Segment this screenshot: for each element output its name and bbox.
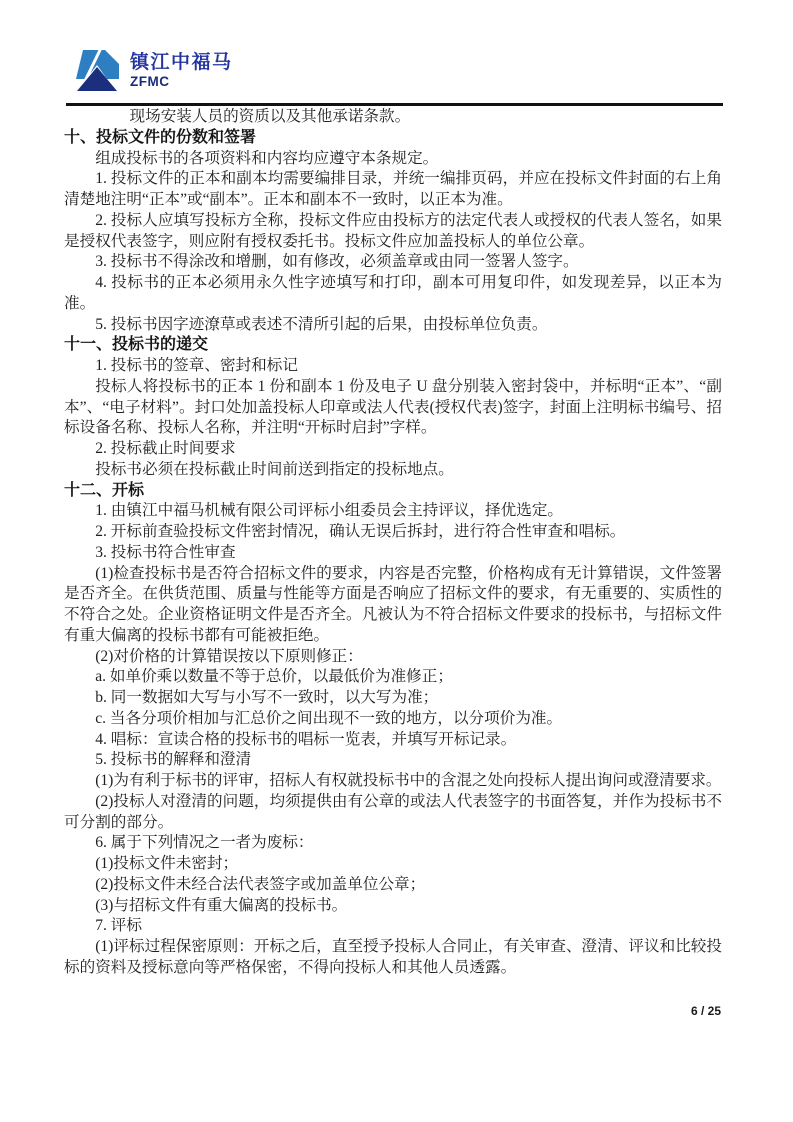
section-heading: 十二、开标 xyxy=(64,481,145,499)
doc-paragraph: 1. 由镇江中福马机械有限公司评标小组委员会主持评议，择优选定。 xyxy=(95,502,564,520)
doc-paragraph: (2)投标人对澄清的问题，均须提供由有公章的或法人代表签字的书面答复，并作为投标书不可分割的部分。 xyxy=(64,792,722,831)
document-content xyxy=(64,107,722,979)
doc-paragraph: 3. 投标书符合性审查 xyxy=(95,543,236,561)
doc-paragraph: 2. 投标人应填写投标方全称，投标文件应由投标方的法定代表人或授权的代表人签名，如果是授权代表签字，则应附有授权委托书。投标文件应加盖投标人的单位公章。 xyxy=(64,211,722,250)
doc-paragraph: 1. 投标文件的正本和副本均需要编排目录，并统一编排页码，并应在投标文件封面的右上角清楚地注明“正本”或“副本”。正本和副本不一致时，以正本为准。 xyxy=(64,170,722,208)
doc-paragraph: b. 同一数据如大写与小写不一致时，以大写为准； xyxy=(95,689,439,706)
doc-paragraph: 5. 投标书的解释和澄清 xyxy=(95,751,252,769)
company-logo xyxy=(74,47,233,93)
doc-paragraph: 4. 唱标：宣读合格的投标书的唱标一览表，并填写开标记录。 xyxy=(95,730,517,748)
doc-paragraph: 6. 属于下列情况之一者为废标： xyxy=(95,834,314,852)
doc-paragraph: 组成投标书的各项资料和内容均应遵守本条规定。 xyxy=(95,149,439,167)
doc-paragraph: (1)评标过程保密原则：开标之后，直至授予投标人合同止，有关审查、澄清、评议和比较投标的资料及授标意向等严格保密，不得向投标人和其他人员透露。 xyxy=(64,938,722,976)
doc-paragraph: 7. 评标 xyxy=(95,917,142,935)
doc-paragraph: 投标书必须在投标截止时间前送到指定的投标地点。 xyxy=(95,460,454,478)
doc-paragraph: c. 当各分项价相加与汇总价之间出现不一致的地方，以分项价为准。 xyxy=(95,709,563,727)
brand-name-cn: 镇江中福马 xyxy=(130,51,233,73)
header-divider xyxy=(66,103,723,106)
section-heading: 十、投标文件的份数和签署 xyxy=(64,128,257,146)
doc-paragraph: 5. 投标书因字迹潦草或表述不清所引起的后果，由投标单位负责。 xyxy=(95,315,548,333)
doc-paragraph: 现场安装人员的资质以及其他承诺条款。 xyxy=(129,108,411,125)
doc-paragraph: 2. 投标截止时间要求 xyxy=(95,440,236,457)
mountain-logo-icon xyxy=(74,47,120,93)
doc-paragraph: 投标人将投标书的正本 1 份和副本 1 份及电子 U 盘分别装入密封袋中，并标明“正本”、“副本”、“电子材料”。封口处加盖投标人印章或法人代表(授权代表)签字，封面上注明标书编号、招标设备名称、投标人名称，并注明“开标时启封”字样。 xyxy=(64,377,722,437)
doc-paragraph: (1)为有利于标书的评审，招标人有权就投标书中的含混之处向投标人提出询问或澄清要求。 xyxy=(95,772,722,789)
doc-paragraph: 4. 投标书的正本必须用永久性字迹填写和打印，副本可用复印件，如发现差异，以正本为准。 xyxy=(64,274,722,312)
brand-name-en: ZFMC xyxy=(130,73,170,89)
doc-paragraph: a. 如单价乘以数量不等于总价，以最低价为准修正； xyxy=(95,668,453,686)
doc-paragraph: 2. 开标前查验投标文件密封情况，确认无误后拆封，进行符合性审查和唱标。 xyxy=(95,523,626,540)
doc-paragraph: (1)投标文件未密封； xyxy=(95,855,239,872)
doc-paragraph: (2)投标文件未经合法代表签字或加盖单位公章； xyxy=(95,875,426,893)
doc-paragraph: (2)对价格的计算错误按以下原则修正： xyxy=(95,647,363,665)
page-number: 6 / 25 xyxy=(690,1004,721,1018)
doc-paragraph: 1. 投标书的签章、密封和标记 xyxy=(95,357,298,374)
section-heading: 十一、投标书的递交 xyxy=(64,336,209,354)
doc-paragraph: 3. 投标书不得涂改和增删，如有修改，必须盖章或由同一签署人签字。 xyxy=(95,253,579,271)
doc-paragraph: (3)与招标文件有重大偏离的投标书。 xyxy=(95,896,348,914)
doc-paragraph: (1)检查投标书是否符合招标文件的要求，内容是否完整，价格构成有无计算错误，文件签署是否齐全。在供货范围、质量与性能等方面是否响应了招标文件的要求，有无重要的、实质性的不符合之处。企业资格证明文件是否齐全。凡被认为不符合招标文件要求的投标书，与招标文件有重大偏离的投标书都有可能被拒绝。 xyxy=(64,564,722,644)
logo-text-block xyxy=(130,52,233,89)
